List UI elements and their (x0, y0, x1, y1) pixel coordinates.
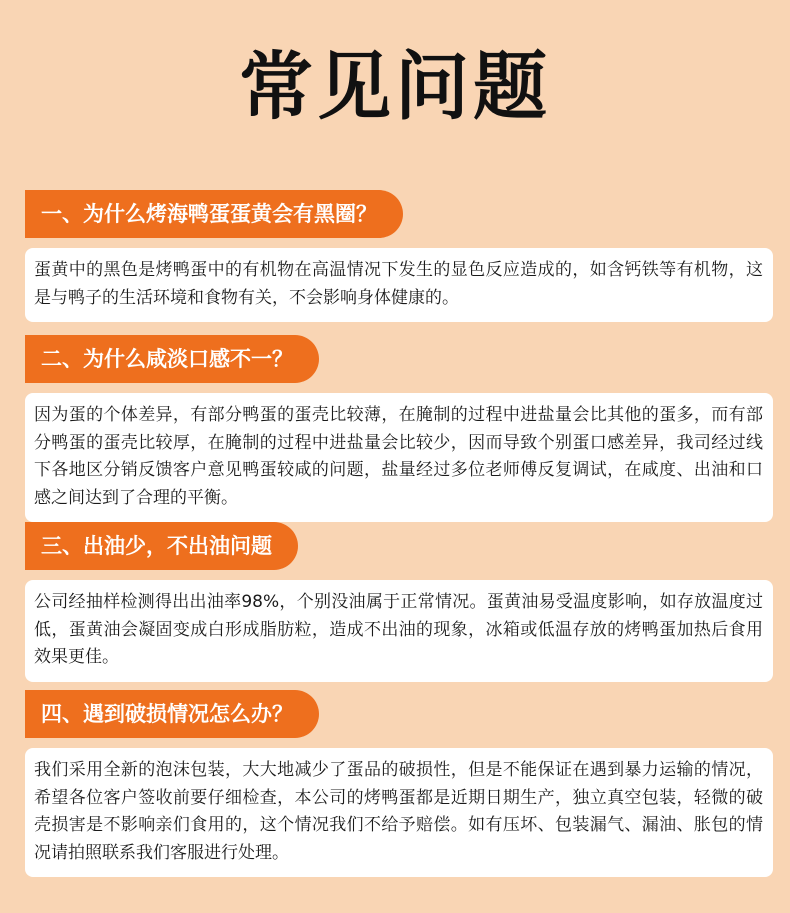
faq-item-4 (25, 690, 773, 877)
faq-question-3: 三、出油少，不出油问题 (25, 522, 298, 570)
faq-item-1 (25, 190, 773, 322)
faq-question-2: 二、为什么咸淡口感不一？ (25, 335, 319, 383)
page-title: 常见问题 (239, 44, 551, 130)
faq-answer-4: 我们采用全新的泡沫包装，大大地减少了蛋品的破损性，但是不能保证在遇到暴力运输的情况，希望各位客户签收前要仔细检查，本公司的烤鸭蛋都是近期日期生产，独立真空包装，轻微的破壳损害是不影响亲们食用的，这个情况我们不给予赔偿。如有压坏、包装漏气、漏油、胀包的情况请拍照联系我们客服进行处理。 (25, 748, 773, 877)
faq-item-3 (25, 522, 773, 682)
faq-item-2 (25, 335, 773, 522)
faq-answer-3: 公司经抽样检测得出出油率98%，个别没油属于正常情况。蛋黄油易受温度影响，如存放温度过低，蛋黄油会凝固变成白形成脂肪粒，造成不出油的现象，冰箱或低温存放的烤鸭蛋加热后食用效果更佳。 (25, 580, 773, 682)
faq-answer-1: 蛋黄中的黑色是烤鸭蛋中的有机物在高温情况下发生的显色反应造成的，如含钙铁等有机物，这是与鸭子的生活环境和食物有关，不会影响身体健康的。 (25, 248, 773, 322)
faq-question-1: 一、为什么烤海鸭蛋蛋黄会有黑圈？ (25, 190, 403, 238)
faq-answer-2: 因为蛋的个体差异，有部分鸭蛋的蛋壳比较薄，在腌制的过程中进盐量会比其他的蛋多，而有部分鸭蛋的蛋壳比较厚，在腌制的过程中进盐量会比较少，因而导致个别蛋口感差异，我司经过线下各地区分销反馈客户意见鸭蛋较咸的问题，盐量经过多位老师傅反复调试，在咸度、出油和口感之间达到了合理的平衡。 (25, 393, 773, 522)
faq-question-4: 四、遇到破损情况怎么办？ (25, 690, 319, 738)
